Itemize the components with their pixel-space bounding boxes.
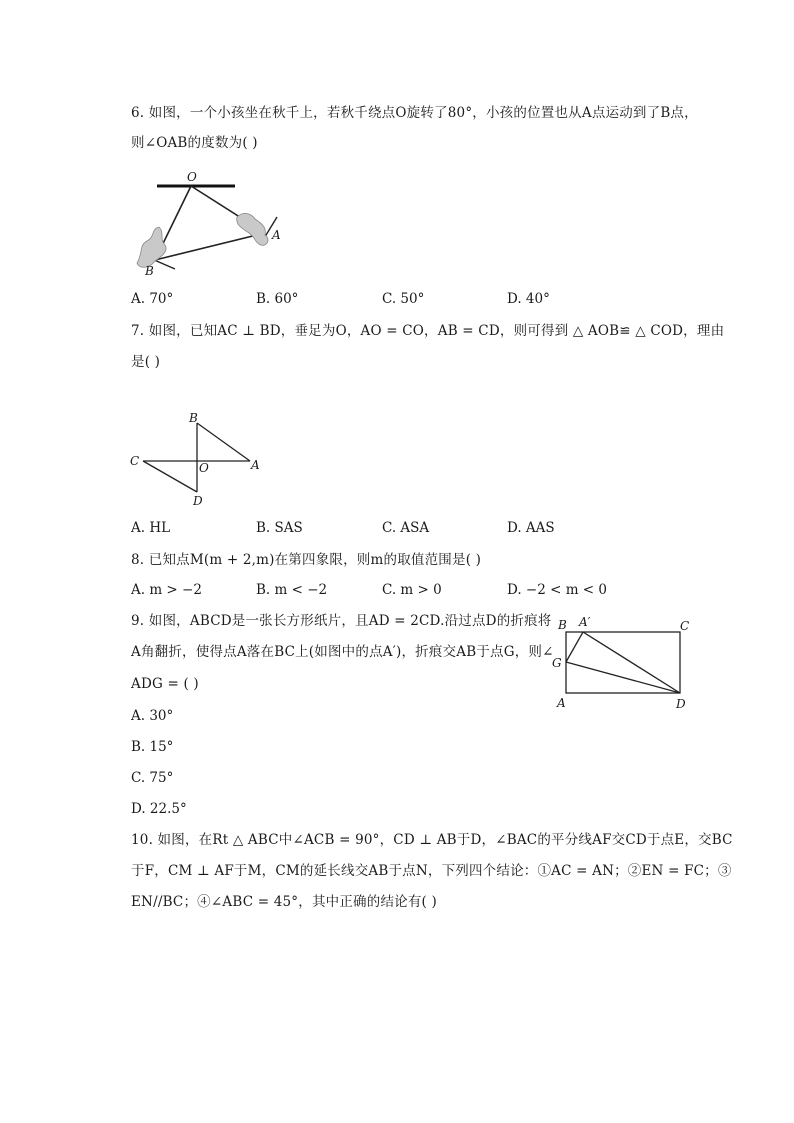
q7-option-c: C. ASA [382,520,430,536]
point-label-a: A [272,228,281,242]
q9-option-b: B. 15° [131,739,174,755]
q7-option-d: D. AAS [507,520,555,536]
point-label-a: A [557,696,566,710]
q9-option-c: C. 75° [131,770,174,786]
q9-stem-line3: ADG = ( ) [131,676,199,692]
point-label-c: C [130,454,140,468]
q6-stem-line1: 6. 如图，一个小孩坐在秋千上，若秋千绕点O旋转了80°，小孩的位置也从A点运动到了B点， [131,105,698,121]
segment-da-prime [583,632,680,693]
point-label-b: B [558,618,567,632]
q6-option-c: C. 50° [382,291,425,307]
q8-option-d: D. −2 < m < 0 [507,582,608,598]
q7-stem-line1: 7. 如图，已知AC ⊥ BD，垂足为O，AO = CO，AB = CD，则可得到 △ AOB≌ △ COD，理由 [131,323,725,339]
point-label-g: G [552,656,562,670]
q9-stem-line1: 9. 如图，ABCD是一张长方形纸片，且AD = 2CD.沿过点D的折痕将 [131,613,552,629]
q10-stem-line1: 10. 如图，在Rt △ ABC中∠ACB = 90°，CD ⊥ AB于D，∠BAC的平分线AF交CD于点E，交BC [131,832,733,848]
q8-option-c: C. m > 0 [382,582,442,598]
q9-stem-line2: A角翻折，使得点A落在BC上(如图中的点A′)，折痕交AB于点G，则∠ [131,644,554,660]
q8-option-b: B. m < −2 [256,582,328,598]
q7-option-a: A. HL [131,520,171,536]
point-label-o: O [199,461,209,475]
child-b-shape [137,227,166,267]
q6-swing-figure [125,165,285,280]
q7-stem-line2: 是( ) [131,354,161,370]
q8-option-a: A. m > −2 [131,582,202,598]
fold-crease-dg [566,662,680,693]
point-label-a: A [251,458,260,472]
q10-stem-line2: 于F，CM ⊥ AF于M，CM的延长线交AB于点N，下列四个结论：①AC = AN；②EN = FC；③ [131,863,732,879]
point-label-a-prime: A′ [579,615,591,629]
q7-option-b: B. SAS [256,520,303,536]
point-label-d: D [193,494,203,508]
segment-ga-prime [566,632,583,662]
q6-option-a: A. 70° [131,291,174,307]
child-a-shape [237,213,268,245]
rectangle-abcd [566,632,680,693]
point-label-d: D [676,697,686,711]
point-label-b: B [145,264,154,278]
segment-ab [155,233,265,260]
q8-stem-line1: 8. 已知点M(m + 2,m)在第四象限，则m的取值范围是( ) [131,552,482,568]
segment-cd [143,461,197,492]
q9-option-d: D. 22.5° [131,801,187,817]
segment-ab [197,423,250,461]
q9-rectangle-figure [550,612,700,714]
q10-stem-line3: EN//BC；④∠ABC = 45°，其中正确的结论有( ) [131,894,437,910]
point-label-c: C [680,619,690,633]
point-label-o: O [187,170,197,184]
q7-triangle-figure [125,408,265,508]
point-label-b: B [189,411,198,425]
q9-option-a: A. 30° [131,708,174,724]
q6-option-b: B. 60° [256,291,299,307]
q6-stem-line2: 则∠OAB的度数为( ) [131,135,258,151]
q6-option-d: D. 40° [507,291,550,307]
